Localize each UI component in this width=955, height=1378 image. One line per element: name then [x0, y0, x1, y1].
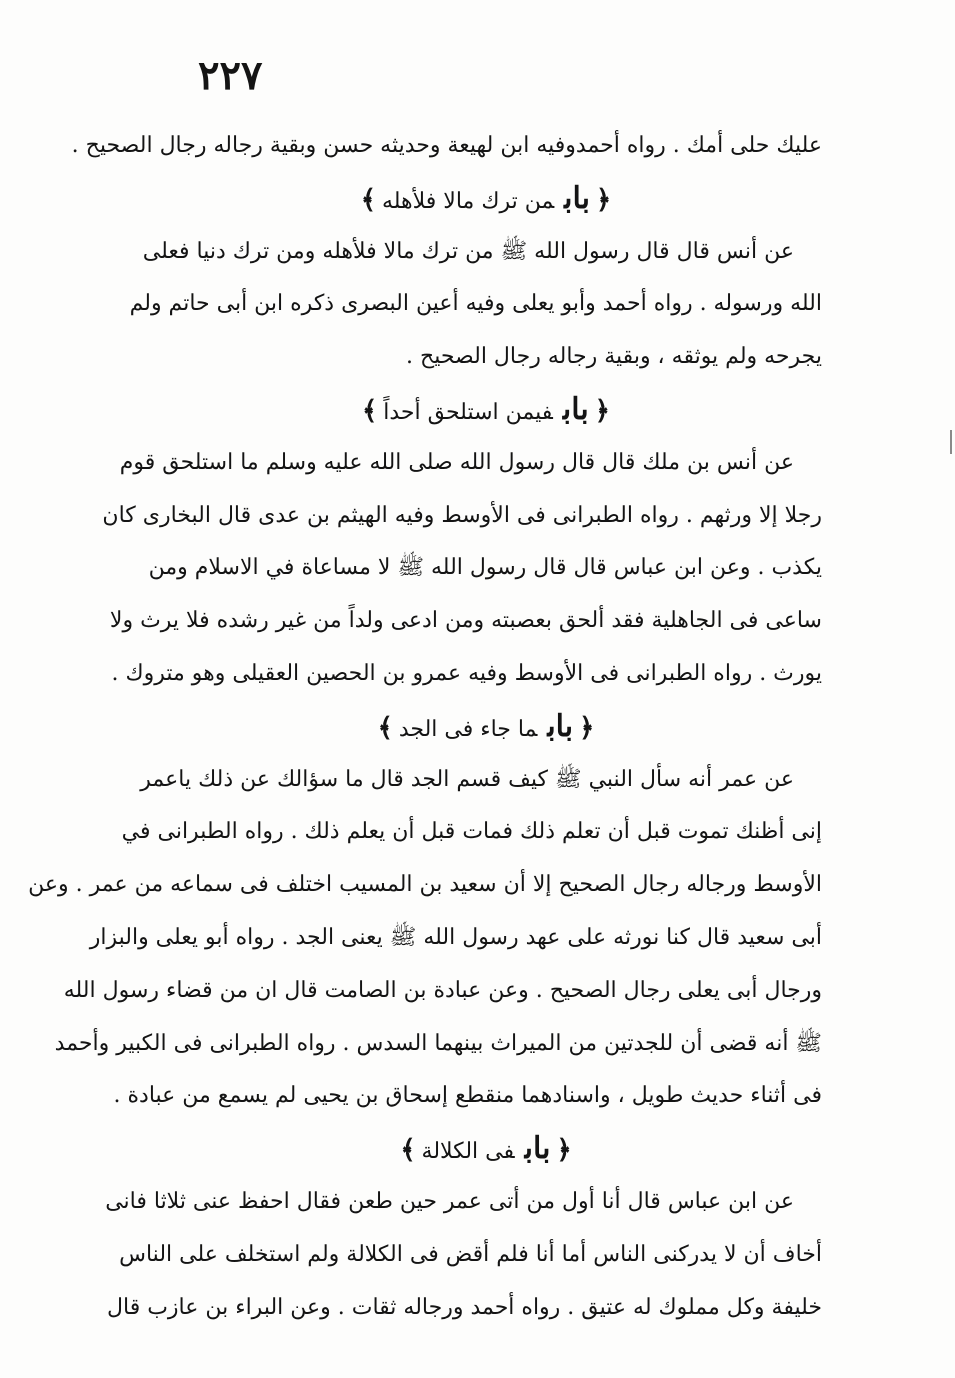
- chapter-heading: [150, 701, 822, 754]
- page-number: ٢٢٧: [198, 52, 263, 99]
- heading-bab-word: باب: [547, 708, 574, 744]
- heading-open-bracket: ﴿: [594, 395, 610, 426]
- heading-open-bracket: ﴿: [596, 184, 612, 215]
- heading-title: فى الكلالة: [421, 1139, 515, 1165]
- text-line: رجلا إلا ورثهم . رواه الطبرانى فى الأوسط وفيه الهيثم بن عدى قال البخارى كان: [102, 502, 822, 528]
- chapter-heading: [150, 1123, 822, 1176]
- heading-bab-word: باب: [524, 1131, 551, 1167]
- heading-close-bracket: ﴾: [377, 712, 393, 743]
- heading-close-bracket: ﴾: [362, 395, 378, 426]
- text-line: ﷺ أنه قضى أن للجدتين من الميراث بينهما السدس . رواه الطبرانى فى الكبير وأحمد: [54, 1030, 822, 1056]
- heading-bab-word: باب: [562, 391, 589, 427]
- heading-bab-word: باب: [564, 180, 591, 216]
- text-line: فى أثناء حديث طويل ، واسنادهما منقطع إسحاق بن يحيى لم يسمع من عبادة .: [113, 1083, 822, 1109]
- text-line: يجرحه ولم يوثقه ، وبقية رجاله رجال الصحيح .: [406, 344, 822, 370]
- text-line: إنى أظنك تموت قبل أن تعلم ذلك فمات قبل أن يعلم ذلك . رواه الطبرانى في: [121, 819, 822, 845]
- text-line: عن أنس بن ملك قال قال رسول الله صلى الله عليه وسلم ما استلحق قوم: [119, 449, 794, 475]
- heading-title: من ترك مالا فلأهله: [381, 188, 555, 214]
- text-line: يورث . رواه الطبرانى فى الأوسط وفيه عمرو بن الحصين العقيلى وهو متروك .: [111, 660, 822, 686]
- text-line: أبى سعيد قال كنا نورثه على عهد رسول الله ﷺ يعنى الجد . رواه أبو يعلى والبزار: [89, 924, 822, 950]
- page-body-text: [28, 120, 822, 1334]
- scan-margin-mark: [950, 430, 952, 454]
- text-line: الله ورسوله . رواه أحمد وأبو يعلى وفيه أعين البصرى ذكره ابن أبى حاتم ولم: [129, 291, 822, 317]
- text-line: عليك حلى أمك . رواه أحمدوفيه ابن لهيعة وحديثه حسن وبقية رجاله رجال الصحيح .: [71, 133, 822, 158]
- heading-close-bracket: ﴾: [360, 184, 376, 215]
- text-line: ورجال أبى يعلى رجال الصحيح . وعن عبادة بن الصامت قال ان من قضاء رسول الله: [63, 977, 822, 1003]
- heading-title: فيمن استلحق أحداً: [383, 399, 553, 425]
- chapter-heading: [150, 173, 822, 226]
- heading-title: ما جاء فى الجد: [398, 716, 538, 742]
- text-line: يكذب . وعن ابن عباس قال قال رسول الله ﷺ لا مساعاة في الاسلام ومن: [148, 555, 822, 581]
- text-line: أخاف أن لا يدركنى الناس أما أنا فلم أقض فى الكلالة ولم استخلف على الناس: [119, 1241, 822, 1267]
- text-line: الأوسط ورجاله رجال الصحيح إلا أن سعيد بن المسيب اختلف فى سماعه من عمر . وعن: [28, 872, 822, 898]
- chapter-heading: [150, 384, 822, 437]
- heading-close-bracket: ﴾: [400, 1135, 416, 1166]
- text-line: عن أنس قال قال رسول الله ﷺ من ترك مالا فلأهله ومن ترك دنيا فعلى: [142, 238, 794, 264]
- text-line: عن ابن عباس قال أنا أول من أتى عمر حين طعن فقال احفظ عنى ثلاثا فانى: [105, 1188, 794, 1214]
- text-line: خليفة وكل مملوك له عتيق . رواه أحمد ورجاله ثقات . وعن البراء بن عازب قال: [107, 1294, 822, 1320]
- heading-open-bracket: ﴿: [556, 1135, 572, 1166]
- text-line: عن عمر أنه سأل النبي ﷺ كيف قسم الجد قال ما سؤالك عن ذلك ياعمر: [140, 766, 794, 792]
- heading-open-bracket: ﴿: [579, 712, 595, 743]
- text-line: ساعى فى الجاهلية فقد ألحق بعصبته ومن ادعى ولداً من غير رشده فلا يرث ولا: [109, 608, 822, 634]
